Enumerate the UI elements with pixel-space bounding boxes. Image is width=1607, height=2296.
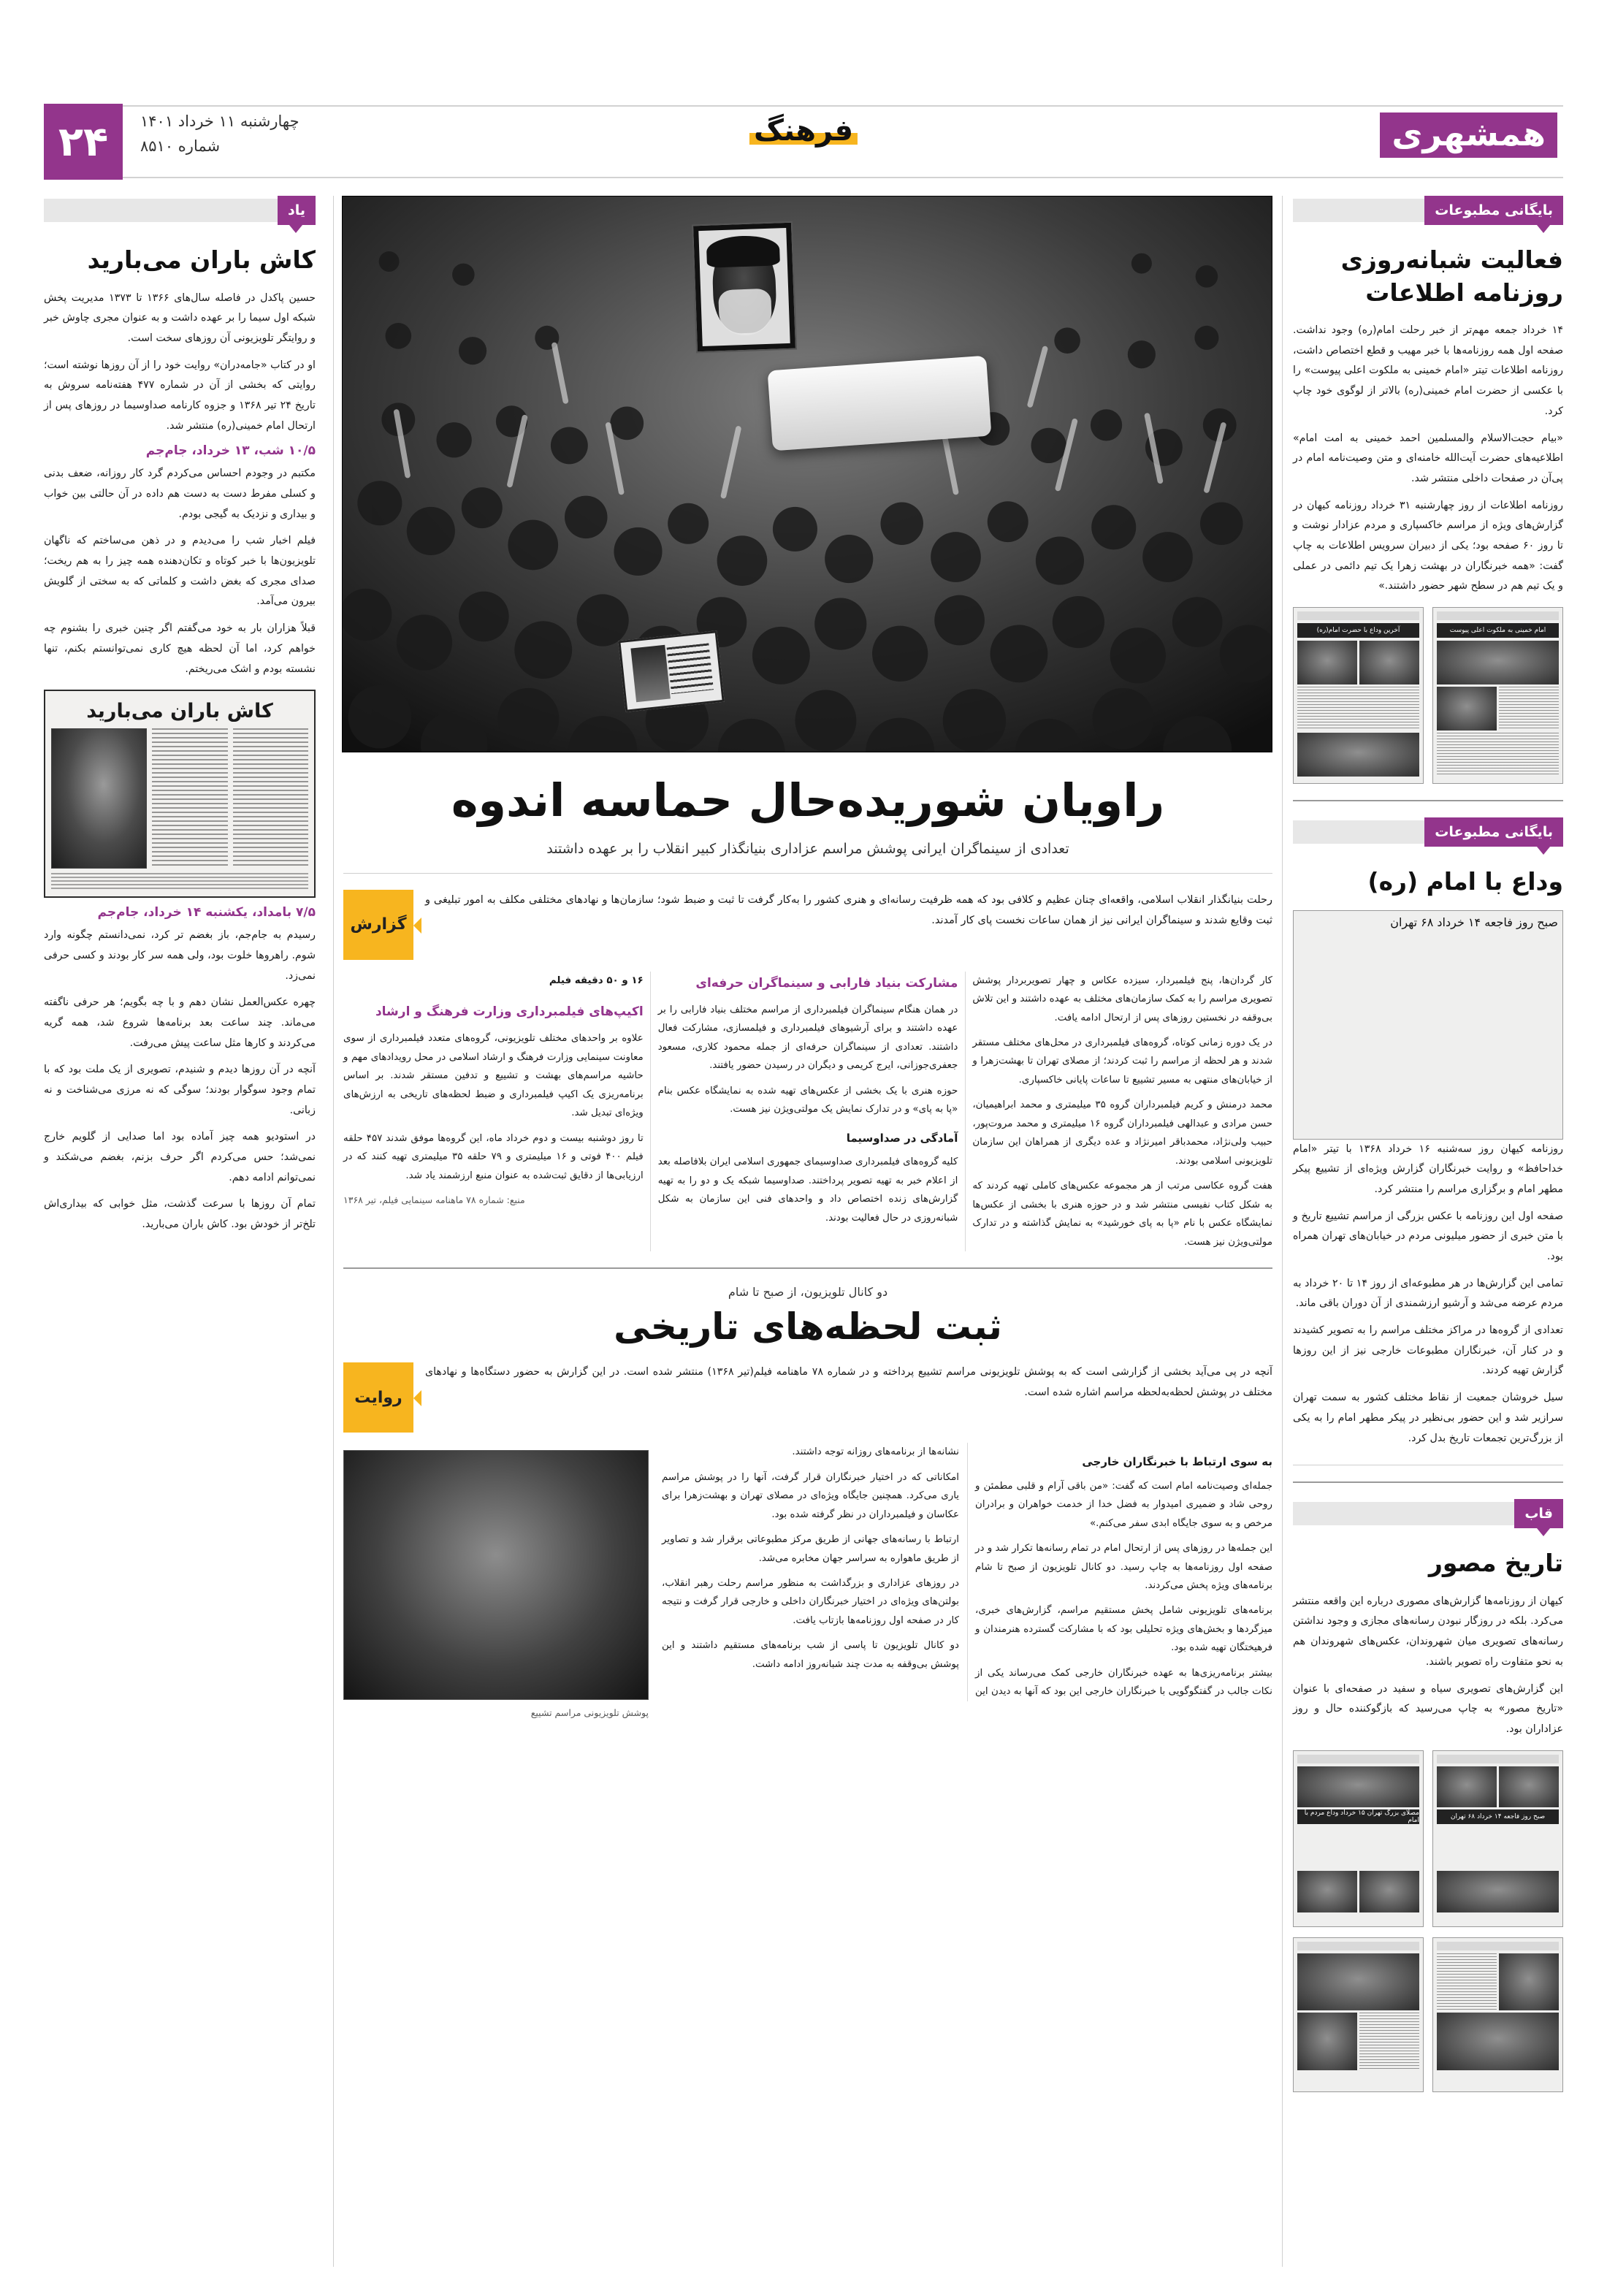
paragraph: برنامه‌های تلویزیونی شامل پخش مستقیم مراسم، گزارش‌های خبری، میزگردها و بخش‌های ویژه تحلیلی بود که با مشارکت گسترده هنرمندان و فرهیختگان تهیه شده بود. bbox=[975, 1605, 1272, 1654]
right-block1-headline: فعالیت شبانه‌روزی روزنامه اطلاعات bbox=[1340, 245, 1563, 307]
bottom-kicker-text: دو کانال تلویزیون، از صبح تا شام bbox=[728, 1285, 888, 1300]
bottom-photo[interactable] bbox=[343, 1450, 649, 1700]
issue-info bbox=[140, 110, 299, 159]
newspaper-clipping[interactable] bbox=[44, 690, 316, 898]
report-tag bbox=[343, 890, 413, 960]
paragraph: کار گردان‌ها، پنج فیلمبردار، سیزده عکاس و چهار تصویربردار پوشش تصویری مراسم را به کمک سازمان‌های مختلف به عهده داشتند و این تلاش بی‌وقفه در نخستین روزهای پس از ارتحال ادامه یافت. bbox=[972, 975, 1272, 1023]
thumb-masthead-label: امام خمینی به ملکوت اعلی پیوست bbox=[1437, 623, 1559, 638]
section-divider bbox=[1293, 1481, 1563, 1483]
issue-date: چهارشنبه ۱۱ خرداد ۱۴۰۱ bbox=[140, 112, 299, 130]
paragraph: او در کتاب «جامه‌دران» روایت خود را از آن روزها نوشته است؛ روایتی که بخشی از آن در شماره ۴۷۷ هفته‌نامه سروش به تاریخ ۲۴ تیر ۱۳۶۸ و جزوه کارنامه صداوسیما در روزهای پس از ارتحال امام خمینی(ره) منتشر شد. bbox=[44, 359, 316, 432]
right-block1-body bbox=[1293, 321, 1563, 597]
kicker-notch bbox=[1537, 225, 1550, 233]
main-photo[interactable] bbox=[342, 196, 1272, 752]
thumb-text-block bbox=[1437, 1953, 1497, 2011]
story-column bbox=[662, 1443, 1272, 1701]
paragraph: ۱۴ خرداد جمعه مهم‌تر از خبر رحلت امام(ره) وجود نداشت. صفحه اول همه روزنامه‌ها با خبر مهیب و قطع اختصاص داشت، روزنامه اطلاعات تیتر «امام خمینی به ملکوت اعلی پیوست» را با عکسی از حضرت امام خمینی(ره) بالاتر از لوگوی خود چاپ کرد. bbox=[1293, 324, 1563, 417]
content-area bbox=[44, 196, 1563, 2267]
report-tag-label: گزارش bbox=[350, 915, 407, 934]
left-column bbox=[44, 196, 316, 2267]
thumb-grid bbox=[1297, 1953, 1419, 2070]
archive-thumbnail-large[interactable] bbox=[1293, 910, 1563, 1140]
paragraph: در یک دوره زمانی کوتاه، گروه‌های فیلمبرداری در محل‌های مختلف مستقر شدند و هر لحظه از مراسم را ثبت کردند؛ از مصلای تهران تا بهشت‌زهرا و از خیابان‌های منتهی به مسیر تشییع تا ساعات پایانی خاکسپاری. bbox=[972, 1037, 1272, 1086]
mourning-banner bbox=[618, 630, 724, 712]
paragraph: حوزه هنری با یک بخشی از عکس‌های تهیه شده به نمایشگاه عکس بنام «پا به پای» و در تدارک نمایش یک مولتی‌ویژن نیز هست. bbox=[657, 1085, 958, 1115]
imam-portrait-poster bbox=[693, 223, 795, 352]
kicker-frame bbox=[1293, 1499, 1563, 1528]
paragraph: این جمله‌ها در روزهای پس از ارتحال امام در تمام رسانه‌ها تکرار شد و در صفحه اول روزنامه‌ها به چاپ رسید. دو کانال تلویزیون از صبح تا شام برنامه‌های ویژه پخش می‌کردند. bbox=[975, 1543, 1272, 1591]
pullquote-footage: ۱۶ و ۵۰ دقیقه فیلم bbox=[549, 975, 644, 986]
paragraph: «بیام حجت‌الاسلام والمسلمین احمد خمینی به امت امام» اطلاعیه‌های حضرت آیت‌الله خامنه‌ای و متن وصیت‌نامه امام در پی‌آن در صفحات داخلی منتشر شد. bbox=[1293, 432, 1563, 484]
timestamp-2: ۷/۵ بامداد، یکشنبه ۱۴ خرداد، جام‌جم bbox=[97, 905, 316, 920]
thumb-photo bbox=[1297, 1766, 1419, 1808]
paragraph: تمامی این گزارش‌ها در هر مطبوعه‌ای از روز ۱۴ تا ۲۰ خرداد به مردم عرضه می‌شد و آرشیو ارزشمندی از آن دوران باقی ماند. bbox=[1293, 1277, 1563, 1310]
kicker-tag-label: بایگانی مطبوعات bbox=[1424, 817, 1563, 847]
paragraph: در همان هنگام سینماگران فیلمبرداری از مراسم مختلف بنیاد فارابی را بر عهده داشتند و برای آرشیو‌های فیلمبرداری و فیلمسازی، مشارکت فعال داشتند. تعدادی از سینماگران حرفه‌ای از جمله محمود کلاری، مسعود جعفری‌جوزانی، ایرج کریمی و دیگران در رسیدن حضور یافتند. bbox=[657, 1004, 958, 1072]
thumb-header-rule bbox=[1437, 611, 1559, 620]
paragraph: امکاناتی که در اختیار خبرنگاران قرار گرفت، آنها را در پوشش مراسم یاری می‌کرد. همچنین جایگاه ویژه‌ای در مصلای تهران و بهشت‌زهرا برای عکاسان و فیلمبرداران در نظر گرفته شده بود. bbox=[662, 1471, 959, 1520]
paragraph: در روزهای عزاداری و بزرگداشت به منظور مراسم رحلت رهبر انقلاب، بولتن‌های ویژه‌ای در اختیار خبرنگاران داخلی و خارجی قرار گرفت و نتیجه کار در صفحه اول روزنامه‌ها بازتاب یافت. bbox=[662, 1577, 959, 1626]
paragraph: کلیه گروه‌های فیلمبرداری صداوسیمای جمهوری اسلامی ایران بلافاصله بعد از اعلام خبر به تهیه تصویر پرداختند. صداوسیما شبکه یک و دو را به تهیه گزارش‌های زنده اختصاص داد و واحدهای فنی این سازمان به شکل شبانه‌روزی در حال فعالیت بودند. bbox=[657, 1156, 958, 1224]
thumb-masthead-label: صبح روز فاجعه ۱۴ خرداد ۶۸ تهران bbox=[1390, 915, 1558, 929]
right-column bbox=[1293, 196, 1563, 2267]
thumb-text-block bbox=[1437, 733, 1559, 777]
story-column bbox=[343, 972, 1272, 1252]
paragraph: قبلاً هزاران بار به خود می‌گفتم اگر چنین خبری را بشنوم چه خواهم کرد، اما آن لحظه هیچ کاری نمی‌توانستم بکنم، تنها نشسته بودم و اشک می‌ریختم. bbox=[44, 622, 316, 675]
thumb-header-rule bbox=[1437, 1755, 1559, 1763]
thumb-grid bbox=[1437, 1766, 1559, 1912]
middle-column bbox=[343, 196, 1272, 2267]
kicker-notch bbox=[289, 225, 302, 233]
paragraph: محمد درمنش و کریم فیلمبرداران گروه ۳۵ میلیمتری و محمد ابراهیمیان، حسن مرادی و عبدالهی فیلمبرداران گروه ۱۶ میلیمتری و محمد مروت‌پور، حبیب ولی‌نژاد، محمدباقر امیرنژاد و عده دیگری از همراهان این سازمان تلویزیونی اسلامی بودند. bbox=[972, 1099, 1273, 1167]
kicker-press-archive-2 bbox=[1293, 817, 1563, 847]
thumb-header-rule bbox=[1297, 1942, 1419, 1950]
paragraph: آنچه در آن روزها دیدم و شنیدم، تصویری از یک ملت بود که با تمام وجود سوگوار بودند؛ سوگی که نه مرزی می‌شناخت و نه زبانی. bbox=[44, 1064, 316, 1116]
paragraph: علاوه بر واحدهای مختلف تلویزیونی، گروه‌های متعدد فیلمبرداری از سوی معاونت سینمایی وزارت فرهنگ و ارشاد اسلامی در محل رویدادهای مهم و حاشیه مراسم‌های بهشت و تشییع و تدفین مستقر شدند. بر اساس برنامه‌ریزی یک اکیپ فیلمبرداری و ضبط لحظه‌های تاریخی به ارزش‌های ویژه‌ای تبدیل شد. bbox=[343, 1033, 644, 1119]
archive-thumbnail[interactable] bbox=[1293, 1937, 1424, 2092]
clipping-columns bbox=[51, 728, 308, 869]
paragraph: بیشتر برنامه‌ریزی‌ها به عهده خبرنگاران خارجی کمک می‌رساند یکی از نکات جالب در گفتگو‌گویی با خبرنگاران خارجی این بود که آنها به دیدن این نشانه‌ها از برنامه‌های روزانه توجه داشتند. bbox=[792, 1446, 1272, 1698]
thumb-photo bbox=[1437, 687, 1497, 731]
archive-thumbnails-row-1 bbox=[1293, 607, 1563, 784]
main-subhead: تعدادی از سینماگران ایرانی پوشش مراسم عزاداری بنیانگذار کبیر انقلاب را بر عهده داشتند bbox=[546, 840, 1069, 857]
thumb-photo bbox=[1437, 1766, 1497, 1808]
bottom-lead: آنچه در پی می‌آید بخشی از گزارشی است که به پوشش تلویزیونی مراسم تشییع پرداخته و در شماره ۷۸ ماهنامه فیلم(تیر ۱۳۶۸) منتشر شده است. در این گزارش به حضور دستگاه‌ها و نهادهای مختلف در پوشش لحظه‌به‌لحظه مراسم اشاره شده است. bbox=[425, 1366, 1272, 1398]
bottom-story-kicker bbox=[343, 1285, 1272, 1351]
thumb-text-block bbox=[1499, 687, 1559, 731]
left-body-2 bbox=[44, 926, 316, 1235]
subheading-foreign-press: به سوی ارتباط با خبرنگاران خارجی bbox=[1082, 1455, 1272, 1469]
paragraph: دو کانال تلویزیون تا پاسی از شب برنامه‌های مستقیم داشتند و این پوشش بی‌وقفه به مدت چند شبانه‌روز ادامه داشت. bbox=[662, 1640, 959, 1670]
thin-divider bbox=[343, 873, 1272, 874]
archive-thumbnail[interactable] bbox=[1293, 1750, 1424, 1927]
coffin-shroud bbox=[768, 356, 992, 451]
subheading-broadcast: آمادگی در صداوسیما bbox=[846, 1131, 958, 1145]
paragraph: رسیدم به جام‌جم، باز بغضم تر کرد، نمی‌دانستم چگونه وارد شوم. راهروها خلوت بود، ولی همه سر کار بودند و کسی حرفی نمی‌زد. bbox=[44, 929, 316, 982]
main-lead: رحلت بنیانگذار انقلاب اسلامی، واقعه‌ای چنان عظیم و کلافی بود که همه ظرفیت رسانه‌ای و هنری کشور را به‌کار گرفت تا ثبت و ضبط شود؛ سازمان‌ها و نهادهای مختلفی مکلف به امور تبلیغی و ثبت وقایع شدند و سینماگران ایرانی نیز از همان ساعات نخست پای کار آمدند. bbox=[425, 893, 1272, 926]
archive-thumbnail[interactable] bbox=[1432, 1750, 1563, 1927]
paragraph: مکتبم در وجودم احساس می‌کردم گرد کار روزانه، ضعف بدنی و کسلی مفرط دست به دست هم داده در آن حالتی بین خواب و بیداری و نزدیک به گیجی بودم. bbox=[44, 468, 316, 520]
divider-left bbox=[333, 196, 334, 2267]
thumb-grid bbox=[1297, 1766, 1419, 1912]
thumb-photo bbox=[1499, 1953, 1559, 2011]
paragraph: هفت گروه عکاسی مرتب از هر مجموعه عکس‌های کاملی تهیه کردند که به شکل کتاب نفیسی منتشر شد و در حوزه هنری با بخشی از عکس‌ها نمایشگاه عکس با نام «پا به پای خورشید» به نمایش گذاشته و در تدارک مولتی‌ویژن نیز هست. bbox=[972, 1181, 1272, 1248]
source-note: منبع: شماره ۷۸ ماهنامه سینمایی فیلم، تیر ۱۳۶۸ bbox=[343, 1194, 525, 1206]
paragraph: کیهان از روزنامه‌ها گزارش‌های مصوری درباره این واقعه منتشر می‌کرد. بلکه در روزگار نبودن رسانه‌های مجازی و وجود نداشتن رسانه‌های تصویری میان شهروندان، عکس‌های شهروندان هم به نحو متفاوت راه تصویر باشند. bbox=[1293, 1595, 1563, 1668]
banner-portrait bbox=[630, 645, 670, 702]
portrait-beard bbox=[718, 289, 772, 337]
thumb-photo bbox=[1297, 2013, 1357, 2070]
section-title bbox=[744, 114, 863, 148]
thumb-photo bbox=[1297, 641, 1357, 684]
thumb-photo bbox=[1297, 1871, 1357, 1912]
kicker-bar bbox=[44, 199, 316, 222]
thumb-grid bbox=[1297, 641, 1419, 777]
thumb-text-block bbox=[1297, 687, 1419, 731]
thumb-masthead-label: مصلای بزرگ تهران ۱۵ خرداد وداع مردم با امام bbox=[1297, 1809, 1419, 1824]
kicker-memory bbox=[44, 196, 316, 225]
kicker-tag-label: بایگانی مطبوعات bbox=[1424, 196, 1563, 225]
thumb-photo bbox=[1297, 733, 1419, 777]
clipping-title: کاش باران می‌بارید bbox=[86, 700, 273, 723]
paragraph: صفحه اول این روزنامه با عکس بزرگی از مراسم تشییع تاریخ و با متن خبری از حضور میلیونی مردم در خیابان‌های تهران همراه بود. bbox=[1293, 1210, 1563, 1263]
right-block2-body bbox=[1293, 1140, 1563, 1449]
left-body-1 bbox=[44, 464, 316, 679]
bottom-photo-caption: پوشش تلویزیونی مراسم تشییع bbox=[530, 1707, 649, 1719]
thumb-photo bbox=[1437, 641, 1559, 684]
archive-thumbnail[interactable] bbox=[1432, 1937, 1563, 2092]
issue-number: شماره ۸۵۱۰ bbox=[140, 137, 221, 155]
paragraph: جمله‌ای وصیت‌نامه امام است که گفت: «من باقی آرام و قلبی مطمئن و روحی شاد و ضمیری امیدوار به فضل خدا از خدمت خواهران و برادران مرخص و به سوی جایگاه ابدی سفر می‌کنم.» bbox=[975, 1480, 1272, 1529]
thumb-photo bbox=[1437, 1871, 1559, 1912]
narrative-tag-label: روایت bbox=[354, 1388, 402, 1407]
paragraph: روزنامه اطلاعات از روز چهارشنبه ۳۱ خرداد روزنامه کیهان در گزارش‌های ویژه از مراسم خاکسپاری و مردم عزادار نوشت و تا روز ۶۰ صفحه بود؛ یکی از دبیران سرویس اطلاعات به چاپ گفت: «همه خبرنگاران در بهشت زهرا یک تیم دائمی در عملی و یک تیم هم در سطح شهر حضور داشتند.» bbox=[1293, 499, 1563, 592]
paragraph: حسین پاکدل در فاصله سال‌های ۱۳۶۶ تا ۱۳۷۳ مدیریت پخش شبکه اول سیما را بر عهده داشت و به عنوان مجری چاوش خبر و روایتگر تلویزیونی آن روزهای سخت است. bbox=[44, 291, 316, 344]
thumb-photo bbox=[1297, 1953, 1419, 2011]
banner-text-lines bbox=[667, 644, 714, 695]
thumb-grid bbox=[1437, 641, 1559, 777]
portrait-turban bbox=[706, 235, 781, 268]
kicker-notch bbox=[1537, 847, 1550, 855]
narrative-tag bbox=[343, 1362, 413, 1433]
thumb-header-rule bbox=[1297, 611, 1419, 620]
thumb-header-rule bbox=[1297, 1755, 1419, 1763]
left-headline: کاش باران می‌بارید bbox=[87, 245, 316, 274]
section-divider bbox=[1293, 800, 1563, 801]
thumb-masthead-label: صبح روز فاجعه ۱۴ خرداد ۶۸ تهران bbox=[1437, 1809, 1559, 1824]
paragraph: تمام آن روزها با سرعت گذشت، مثل خوابی که بیداری‌اش تلخ‌تر از خودش بود. کاش باران می‌بارید. bbox=[44, 1198, 316, 1231]
section-divider bbox=[343, 1267, 1272, 1269]
thumb-photo bbox=[1359, 641, 1419, 684]
thumb-grid bbox=[1437, 1953, 1559, 2070]
page-number: ۲۴ bbox=[44, 104, 123, 180]
paragraph: فیلم اخبار شب را می‌دیدم و در ذهن می‌ساختم که ناگهان تلویزیون‌ها با خبر کوتاه و تکان‌دهنده همه چیز را به هم ریخت؛ صدای مجری که بغض داشت و کلماتی که به سختی از گلویش بیرون می‌آمد. bbox=[44, 535, 316, 608]
paragraph: تا روز دوشنبه بیست و دوم خرداد ماه، این گروه‌ها موفق شدند ۴۵۷ حلقه فیلم ۴۰۰ فوتی و ۱۶ میلیمتری و ۷۹ حلقه ۳۵ میلیمتری تهیه کنند که در ارزیابی‌ها از دقایق ثبت‌شده به عنوان منبع ارزشمند یاد شد. bbox=[343, 1132, 644, 1181]
paragraph: سیل خروشان جمعیت از نقاط مختلف کشور به سمت تهران سرازیر شد و این حضور بی‌نظیر در پیکر مطهر امام را به یکی از بزرگ‌ترین تجمعات تاریخ بدل کرد. bbox=[1293, 1392, 1563, 1444]
kicker-notch bbox=[1537, 1528, 1550, 1536]
narrative-tag-arrow bbox=[413, 1390, 421, 1406]
archive-thumbnail[interactable] bbox=[1432, 607, 1563, 784]
right-block3-headline: تاریخ مصور bbox=[1428, 1549, 1563, 1578]
crowd-illustration bbox=[343, 197, 1272, 752]
section-label: فرهنگ bbox=[753, 114, 854, 148]
bottom-headline: ثبت لحظه‌های تاریخی bbox=[614, 1305, 1002, 1349]
thumb-masthead-label: آخرین وداع با حضرت امام(ره) bbox=[1297, 623, 1419, 638]
thumb-header-rule bbox=[1437, 1942, 1559, 1950]
clipping-text-block bbox=[233, 728, 308, 867]
thumb-text-block bbox=[1359, 2013, 1419, 2070]
archive-thumbnails-row-2 bbox=[1293, 1750, 1563, 1927]
clipping-text-block bbox=[152, 728, 227, 867]
paragraph: ارتباط با رسانه‌های جهانی از طریق مرکز مطبوعاتی برقرار شد و تصاویر از طریق ماهواره به سراسر جهان مخابره می‌شد. bbox=[662, 1534, 959, 1564]
thumb-photo bbox=[1499, 1766, 1559, 1808]
newspaper-logo[interactable]: همشهری bbox=[1380, 112, 1557, 158]
archive-thumbnail[interactable] bbox=[1293, 607, 1424, 784]
clipping-photo bbox=[51, 728, 147, 869]
thumb-photo bbox=[1359, 1871, 1419, 1912]
report-tag-arrow bbox=[413, 918, 421, 934]
masthead-rule-top bbox=[44, 105, 1563, 107]
divider-right bbox=[1282, 196, 1283, 2267]
paragraph: روزنامه کیهان روز سه‌شنبه ۱۶ خرداد ۱۳۶۸ با تیتر «امام خداحافظ» و روایت خبرنگاران گزارش ویژه‌ای از تشییع پیکر مطهر امام و برگزاری مراسم را منتشر کرد. bbox=[1293, 1143, 1563, 1195]
paragraph: تعدادی از گروه‌ها در مراکز مختلف مراسم را به تصویر کشیدند و در کنار آن، خبرنگاران مطبوعات خارجی نیز از این روزها گزارش تهیه کردند. bbox=[1293, 1324, 1563, 1377]
right-block3-body bbox=[1293, 1592, 1563, 1740]
timestamp-1: ۱۰/۵ شب، ۱۳ خرداد، جام‌جم bbox=[145, 443, 316, 459]
masthead-rule-bottom bbox=[44, 177, 1563, 178]
kicker-tag-label: قاب bbox=[1514, 1499, 1563, 1528]
paragraph: چهره عکس‌العمل نشان دهم و با چه بگویم؛ هر حرفی ناگفته می‌ماند. چند ساعت بعد برنامه‌ها شروع شد، همه گریه می‌کردند و کارها مثل ساعت پیش می‌رفت. bbox=[44, 996, 316, 1049]
thumb-photo bbox=[1437, 2013, 1559, 2070]
paragraph: در استودیو همه چیز آماده بود اما صدایی از گلویم خارج نمی‌شد؛ حس می‌کردم اگر حرف بزنم، بغضم می‌شکند و نمی‌توانم ادامه دهم. bbox=[44, 1131, 316, 1183]
clipping-bottom-strip bbox=[51, 873, 308, 890]
subheading-ministry-crews: اکیپ‌های فیلمبرداری وزارت فرهنگ و ارشاد bbox=[375, 1004, 644, 1020]
kicker-press-archive-1 bbox=[1293, 196, 1563, 225]
masthead bbox=[0, 88, 1607, 183]
main-story-columns bbox=[343, 972, 1272, 1252]
archive-thumbnails-row-3 bbox=[1293, 1937, 1563, 2092]
bottom-story-columns bbox=[662, 1443, 1272, 1701]
thumb-grid bbox=[1298, 929, 1558, 1099]
left-intro bbox=[44, 289, 316, 437]
main-headline: راویان شوریده‌حال حماسه اندوه bbox=[451, 774, 1165, 827]
subheading-fine-arts: مشارکت بنیاد فارابی و سینماگران حرفه‌ای bbox=[695, 975, 958, 991]
kicker-tag-label: یاد bbox=[278, 196, 316, 225]
right-block2-headline: وداع با امام (ره) bbox=[1367, 867, 1563, 896]
paragraph: این گزارش‌های تصویری سیاه و سفید در صفحه‌ای با عنوان «تاریخ مصور» به چاپ می‌رسید که بازگوکننده حال و روز عزاداران بود. bbox=[1293, 1682, 1563, 1735]
